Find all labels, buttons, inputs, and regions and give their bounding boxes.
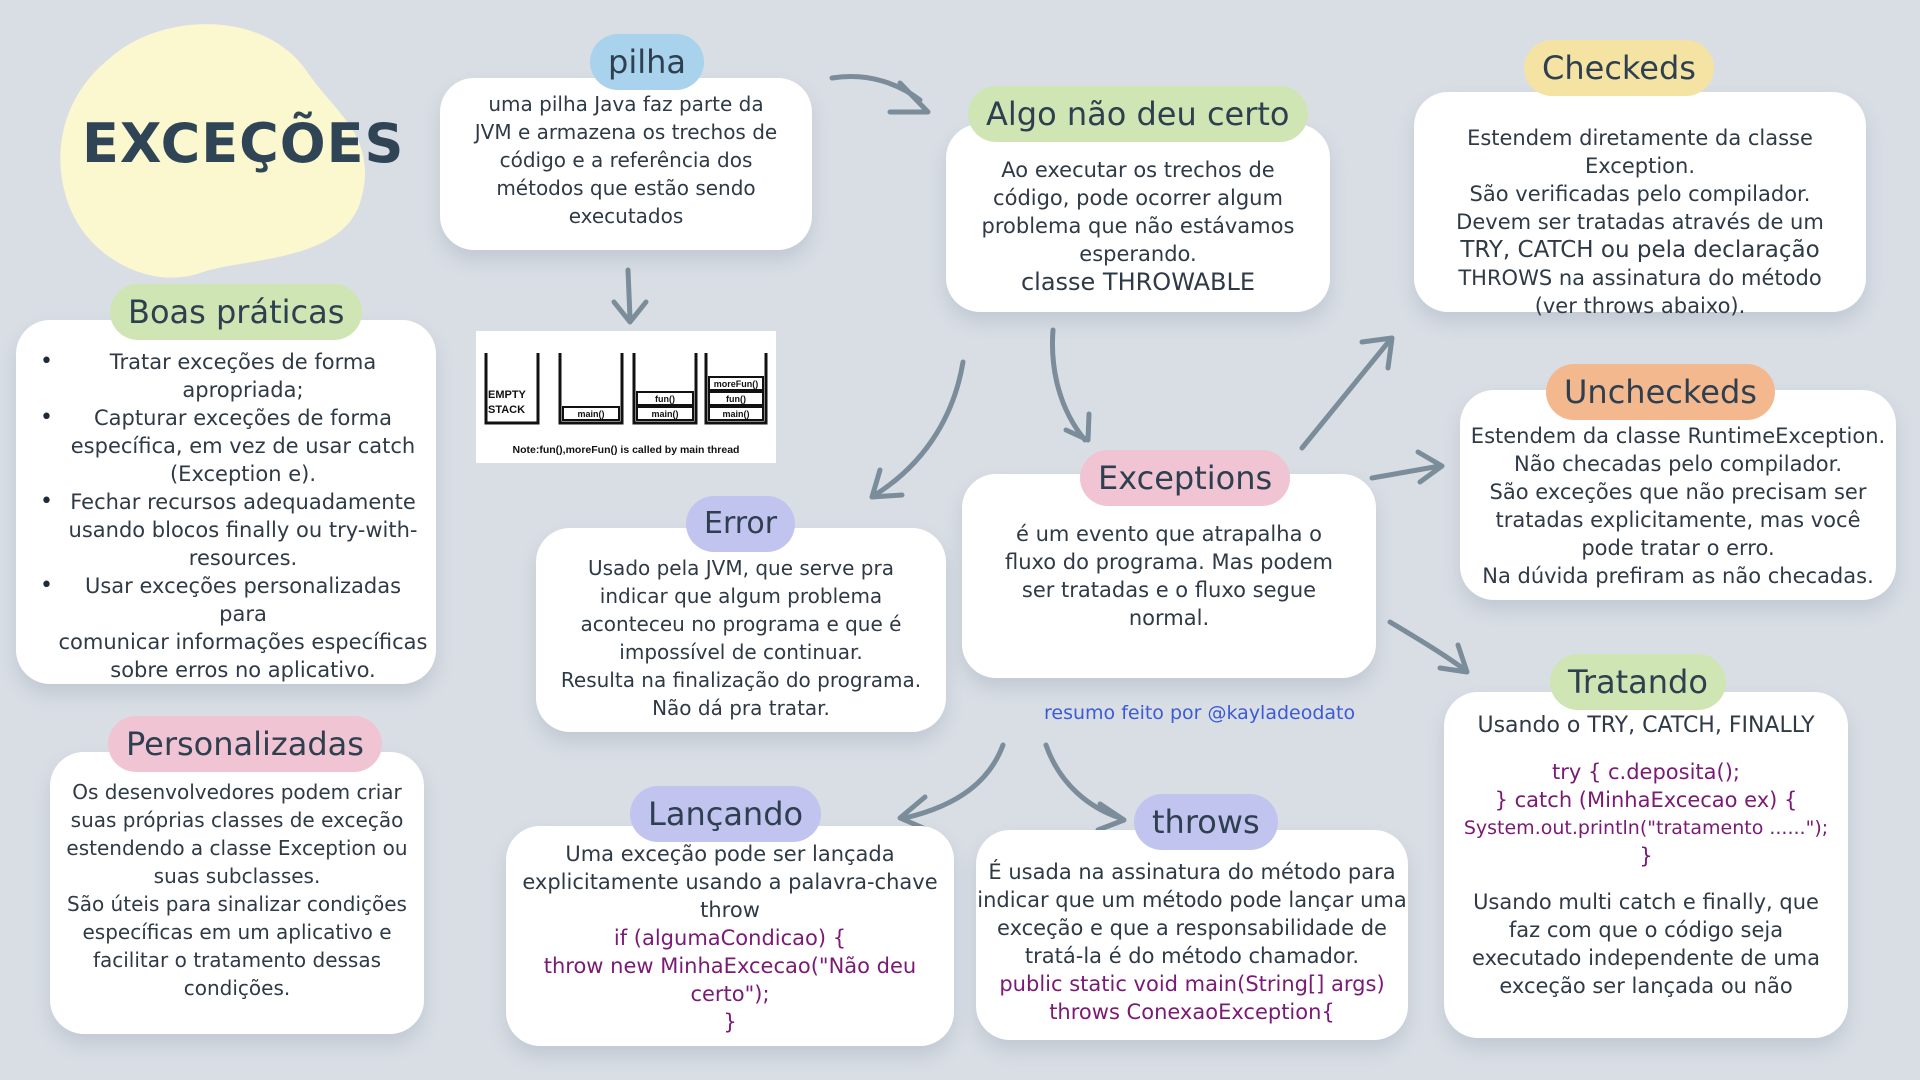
tratando-code-line: } catch (MinhaExcecao ex) { xyxy=(1494,788,1798,812)
tratando-text-line: executado independente de uma xyxy=(1472,946,1820,970)
lancando-text-line: throw xyxy=(700,898,760,922)
stack-morefun: moreFun() xyxy=(713,379,759,389)
boas-item-line: • Usar exceções personalizadas para xyxy=(84,574,402,626)
stack-figure xyxy=(476,331,776,463)
boas-item xyxy=(48,348,428,404)
arrow-pilha-to-stack xyxy=(628,270,630,318)
personalizadas-text-line: facilitar o tratamento dessas xyxy=(92,948,382,972)
boas-item xyxy=(48,404,428,488)
algo-text-line: classe THROWABLE xyxy=(1020,268,1256,296)
algo-text-line: esperando. xyxy=(1079,242,1197,266)
pilha-label: pilha xyxy=(590,34,704,90)
boas-item-line: • Tratar exceções de forma xyxy=(109,350,377,374)
throws-label: throws xyxy=(1134,794,1278,850)
tratando-code-line: } xyxy=(1639,844,1653,868)
stack-main-1: main() xyxy=(577,409,605,419)
boas-item-line: sobre erros no aplicativo. xyxy=(110,658,376,682)
error-text-line: indicar que algum problema xyxy=(599,584,883,608)
stack-diagram xyxy=(476,331,776,463)
exceptions-text-line: fluxo do programa. Mas podem xyxy=(1004,550,1334,574)
error-card xyxy=(536,528,946,732)
tratando-code-line: System.out.println("tratamento ......"); xyxy=(1463,817,1829,839)
stack-note: Note:fun(),moreFun() is called by main thread xyxy=(512,444,740,456)
pilha-text-line: métodos que estão sendo xyxy=(496,176,756,200)
tratando-intro: Usando o TRY, CATCH, FINALLY xyxy=(1477,713,1815,738)
boas-item-line: • Capturar exceções de forma xyxy=(94,406,392,430)
boas-item-line: usando blocos finally ou try-with- xyxy=(68,518,418,542)
algo-text-line: problema que não estávamos xyxy=(981,214,1295,238)
personalizadas-text-line: condições. xyxy=(183,976,291,1000)
unchecked-text-line: Na dúvida prefiram as não checadas. xyxy=(1482,564,1874,588)
lancando-text-line: explicitamente usando a palavra-chave xyxy=(522,870,938,894)
lancando-code-line: if (algumaCondicao) { xyxy=(613,926,847,950)
checkeds-text-line: THROWS na assinatura do método xyxy=(1458,266,1822,290)
error-label: Error xyxy=(686,496,795,552)
boas-praticas-label: Boas práticas xyxy=(110,284,362,340)
tratando-text-line: faz com que o código seja xyxy=(1508,918,1784,942)
checkeds-text-line: Estendem diretamente da classe Exception. xyxy=(1467,126,1813,178)
arrow-algo-to-exceptions xyxy=(1052,330,1085,440)
throws-code-line: public static void main(String[] args) xyxy=(999,972,1385,996)
throws-text-line: tratá-la é do método chamador. xyxy=(1024,944,1360,968)
arrow-algo-to-error xyxy=(875,362,963,495)
tratando-text-line: Usando multi catch e finally, que xyxy=(1473,890,1819,914)
tratando-card xyxy=(1444,692,1848,1038)
lancando-code-line: certo"); xyxy=(690,982,770,1006)
arrow-exceptions-to-lancando xyxy=(905,745,1003,818)
pilha-text-line: executados xyxy=(568,204,684,228)
error-text-line: impossível de continuar. xyxy=(619,640,863,664)
stack-fun-2: fun() xyxy=(726,394,746,404)
exceptions-text-line: ser tratadas e o fluxo segue xyxy=(1021,578,1317,602)
personalizadas-text-line: estendendo a classe Exception ou xyxy=(66,836,408,860)
checkeds-card xyxy=(1414,92,1866,318)
pilha-text-line: código e a referência dos xyxy=(499,148,753,172)
boas-item-line: específica, em vez de usar catch xyxy=(70,434,416,458)
throws-text-line: indicar que um método pode lançar uma xyxy=(977,888,1407,912)
checkeds-text-line: (ver throws abaixo). xyxy=(1534,294,1746,318)
boas-praticas-card xyxy=(16,320,436,684)
throws-text-line: exceção e que a responsabilidade de xyxy=(997,916,1387,940)
unchecked-card xyxy=(1460,390,1896,600)
stack-empty-2: STACK xyxy=(488,404,526,416)
unchecked-text-line: pode tratar o erro. xyxy=(1581,536,1775,560)
tratando-label: Tratando xyxy=(1550,654,1726,710)
unchecked-text-line: Estendem da classe RuntimeException. xyxy=(1470,424,1886,448)
unchecked-text-line: São exceções que não precisam ser xyxy=(1489,480,1867,504)
algo-text-line: Ao executar os trechos de xyxy=(1001,158,1275,182)
personalizadas-label: Personalizadas xyxy=(108,716,382,772)
arrow-exceptions-to-checkeds xyxy=(1302,340,1390,448)
tratando-spacer xyxy=(1444,740,1848,758)
algo-text-line: código, pode ocorrer algum xyxy=(993,186,1283,210)
tratando-code-line: try { c.deposita(); xyxy=(1552,760,1740,784)
personalizadas-text-line: suas próprias classes de exceção xyxy=(70,808,404,832)
throws-card xyxy=(976,830,1408,1040)
lancando-code-line: throw new MinhaExcecao("Não deu xyxy=(543,954,917,978)
tratando-text-line: exceção ser lançada ou não xyxy=(1499,974,1793,998)
boas-item-line: (Exception e). xyxy=(169,462,316,486)
lancando-card xyxy=(506,826,954,1046)
lancando-code-line: } xyxy=(723,1010,737,1034)
boas-item-line: apropriada; xyxy=(182,378,304,402)
page-title: EXCEÇÕES xyxy=(82,112,405,175)
exceptions-text-line: é um evento que atrapalha o xyxy=(1016,522,1322,546)
personalizadas-text-line: São úteis para sinalizar condições xyxy=(67,892,407,916)
tratando-spacer xyxy=(1444,870,1848,888)
checkeds-text-line: TRY, CATCH ou pela declaração xyxy=(1460,237,1820,263)
credit-text: resumo feito por @kayladeodato xyxy=(1044,702,1356,724)
arrow-exceptions-to-tratando xyxy=(1390,622,1465,670)
checkeds-label: Checkeds xyxy=(1524,40,1714,96)
error-text-line: aconteceu no programa e que é xyxy=(580,612,902,636)
boas-item xyxy=(48,488,428,572)
stack-main-3: main() xyxy=(722,409,750,419)
lancando-text-line: Uma exceção pode ser lançada xyxy=(565,842,895,866)
algo-card xyxy=(946,124,1330,312)
unchecked-text-line: tratadas explicitamente, mas você xyxy=(1495,508,1861,532)
checkeds-text-line: São verificadas pelo compilador. xyxy=(1469,182,1811,206)
boas-item-line: • Fechar recursos adequadamente xyxy=(70,490,416,514)
exceptions-label: Exceptions xyxy=(1080,450,1290,506)
personalizadas-card xyxy=(50,752,424,1034)
error-text-line: Usado pela JVM, que serve pra xyxy=(588,556,894,580)
error-text-line: Resulta na finalização do programa. xyxy=(560,668,922,692)
stack-fun-1: fun() xyxy=(655,394,675,404)
boas-item-line: comunicar informações específicas xyxy=(58,630,428,654)
personalizadas-text-line: suas subclasses. xyxy=(153,864,321,888)
boas-item-line: resources. xyxy=(188,546,298,570)
error-text-line: Não dá pra tratar. xyxy=(652,696,830,720)
personalizadas-text-line: Os desenvolvedores podem criar xyxy=(72,780,402,804)
exceptions-text-line: normal. xyxy=(1128,606,1210,630)
boas-item xyxy=(48,572,428,684)
throws-text-line: É usada na assinatura do método para xyxy=(988,860,1396,884)
throws-code-line: throws ConexaoException{ xyxy=(1049,1000,1335,1024)
stack-empty-1: EMPTY xyxy=(488,389,526,401)
stack-main-2: main() xyxy=(651,409,679,419)
checkeds-text-line: Devem ser tratadas através de um xyxy=(1456,210,1824,234)
algo-label: Algo não deu certo xyxy=(968,86,1308,142)
pilha-card xyxy=(440,78,812,250)
unchecked-text-line: Não checadas pelo compilador. xyxy=(1514,452,1842,476)
pilha-text-line: JVM e armazena os trechos de xyxy=(474,120,778,144)
unchecked-label: Uncheckeds xyxy=(1546,364,1775,420)
lancando-label: Lançando xyxy=(630,786,821,842)
pilha-text-line: uma pilha Java faz parte da xyxy=(488,92,764,116)
personalizadas-text-line: específicas em um aplicativo e xyxy=(82,920,392,944)
